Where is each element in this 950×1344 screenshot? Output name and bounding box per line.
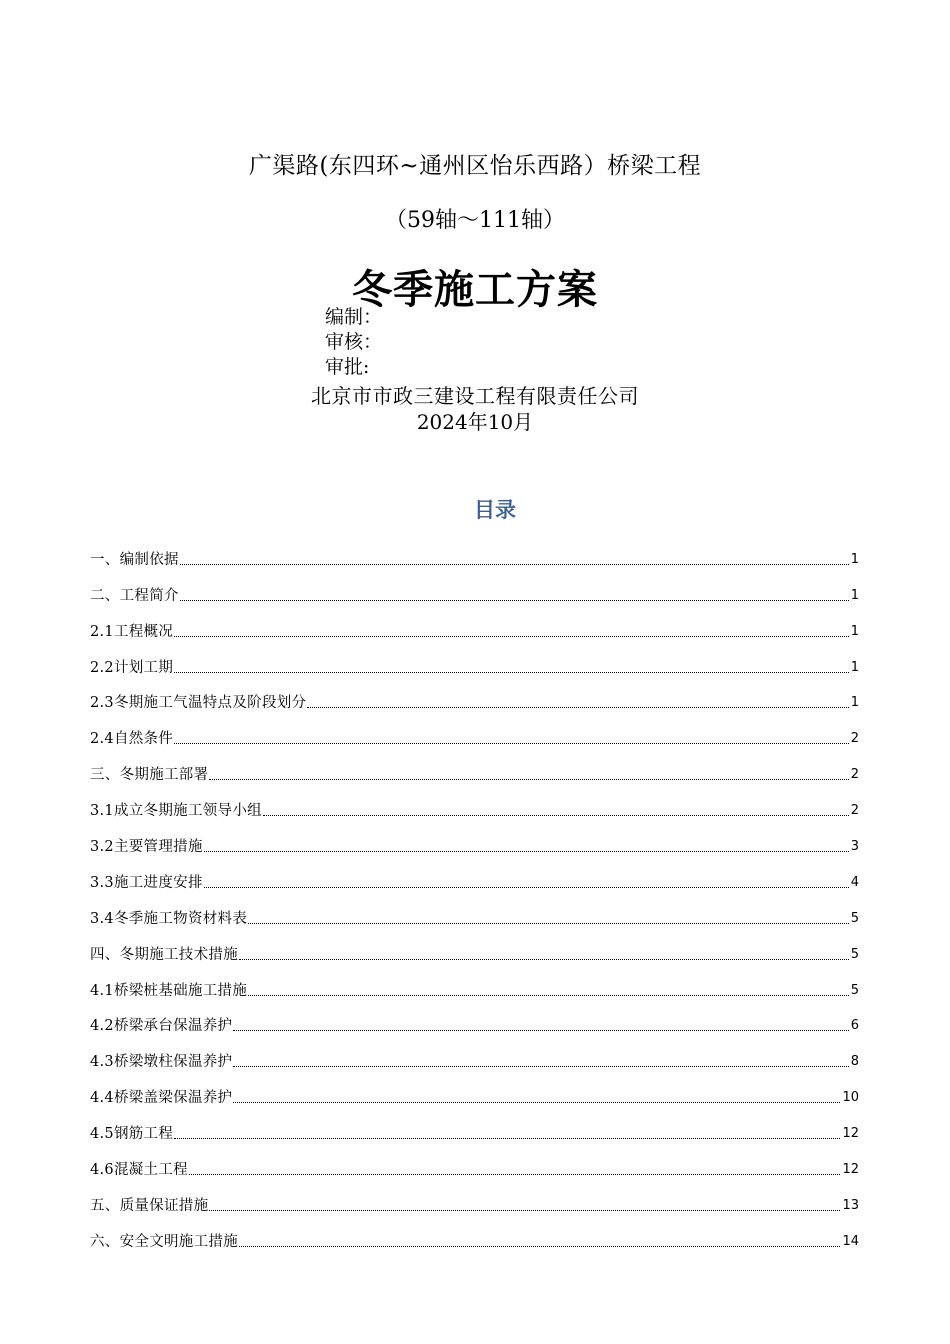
toc-entry-page-number: 1 — [850, 659, 859, 675]
toc-entry[interactable] — [90, 786, 860, 822]
toc-entry-page-number: 1 — [850, 587, 859, 603]
document-title: 冬季施工方案 — [352, 267, 598, 313]
toc-entry-label: 四、冬期施工技术措施 — [90, 946, 238, 963]
toc-entry[interactable] — [90, 714, 860, 750]
toc-entry[interactable] — [90, 1145, 860, 1181]
toc-heading: 目录 — [474, 498, 516, 522]
toc-dot-leader — [180, 563, 849, 565]
table-of-contents — [90, 535, 860, 1253]
toc-entry[interactable] — [90, 571, 860, 607]
toc-entry-page-number: 12 — [842, 1126, 859, 1142]
toc-entry-page-number: 6 — [850, 1018, 859, 1034]
toc-entry[interactable] — [90, 822, 860, 858]
toc-entry-label: 2.4自然条件 — [90, 731, 174, 748]
toc-entry[interactable] — [90, 1002, 860, 1038]
toc-entry-label: 4.1桥梁桩基础施工措施 — [90, 982, 248, 999]
toc-entry-page-number: 1 — [850, 623, 859, 639]
toc-entry-label: 4.3桥梁墩柱保温养护 — [90, 1054, 233, 1071]
toc-dot-leader — [248, 994, 849, 996]
toc-entry[interactable] — [90, 607, 860, 643]
toc-entry-page-number: 4 — [850, 874, 859, 890]
toc-entry[interactable] — [90, 1037, 860, 1073]
toc-entry[interactable] — [90, 1217, 860, 1253]
toc-dot-leader — [233, 1029, 848, 1031]
toc-entry-page-number: 5 — [850, 910, 859, 926]
toc-dot-leader — [248, 922, 849, 924]
toc-entry-label: 二、工程简介 — [90, 587, 179, 604]
toc-entry[interactable] — [90, 930, 860, 966]
toc-entry[interactable] — [90, 1181, 860, 1217]
toc-dot-leader — [263, 814, 849, 816]
toc-entry-page-number: 14 — [842, 1233, 859, 1249]
toc-entry-page-number: 5 — [850, 946, 859, 962]
toc-dot-leader — [209, 778, 848, 780]
toc-entry-page-number: 1 — [850, 551, 859, 567]
toc-entry-page-number: 2 — [850, 767, 859, 783]
signature-block — [325, 305, 382, 380]
toc-entry[interactable] — [90, 679, 860, 715]
toc-dot-leader — [174, 1137, 840, 1139]
toc-entry-page-number: 2 — [850, 803, 859, 819]
toc-entry-page-number: 13 — [842, 1197, 859, 1213]
axis-range: （59轴～111轴） — [385, 208, 565, 233]
toc-dot-leader — [239, 958, 849, 960]
toc-dot-leader — [174, 635, 849, 637]
toc-entry-label: 3.4冬季施工物资材料表 — [90, 910, 248, 927]
toc-dot-leader — [174, 671, 849, 673]
toc-entry[interactable] — [90, 966, 860, 1002]
toc-entry[interactable] — [90, 1109, 860, 1145]
toc-entry[interactable] — [90, 894, 860, 930]
toc-entry[interactable] — [90, 750, 860, 786]
toc-entry-label: 2.3冬期施工气温特点及阶段划分 — [90, 695, 307, 712]
toc-entry-label: 三、冬期施工部署 — [90, 767, 209, 784]
company-name: 北京市市政三建设工程有限责任公司 — [311, 384, 639, 408]
toc-dot-leader — [239, 1245, 840, 1247]
project-title: 广渠路(东四环~通州区怡乐西路）桥梁工程 — [248, 153, 702, 179]
toc-entry-label: 3.1成立冬期施工领导小组 — [90, 803, 262, 820]
toc-entry-label: 4.4桥梁盖梁保温养护 — [90, 1090, 233, 1107]
toc-entry-page-number: 3 — [850, 839, 859, 855]
toc-entry-page-number: 1 — [850, 695, 859, 711]
toc-entry-label: 2.2计划工期 — [90, 659, 174, 676]
toc-entry-label: 2.1工程概况 — [90, 623, 174, 640]
toc-entry-label: 五、质量保证措施 — [90, 1197, 209, 1214]
toc-entry-page-number: 8 — [850, 1054, 859, 1070]
toc-dot-leader — [174, 742, 849, 744]
toc-dot-leader — [204, 850, 849, 852]
toc-entry-label: 4.6混凝土工程 — [90, 1162, 188, 1179]
toc-dot-leader — [307, 706, 848, 708]
toc-entry[interactable] — [90, 1073, 860, 1109]
signature-compiled-by: 编制： — [325, 306, 383, 328]
toc-entry[interactable] — [90, 858, 860, 894]
toc-entry[interactable] — [90, 643, 860, 679]
toc-dot-leader — [180, 599, 849, 601]
toc-dot-leader — [233, 1065, 848, 1067]
toc-entry-page-number: 10 — [842, 1090, 859, 1106]
toc-dot-leader — [189, 1173, 840, 1175]
toc-entry-label: 六、安全文明施工措施 — [90, 1233, 238, 1250]
toc-dot-leader — [209, 1209, 840, 1211]
toc-dot-leader — [204, 886, 849, 888]
toc-entry-page-number: 2 — [850, 731, 859, 747]
toc-entry-label: 3.3施工进度安排 — [90, 874, 203, 891]
toc-dot-leader — [233, 1101, 840, 1103]
toc-entry-label: 一、编制依据 — [90, 551, 179, 568]
signature-approved-by: 审批: — [325, 356, 370, 378]
toc-entry-page-number: 12 — [842, 1162, 859, 1178]
toc-entry-label: 4.2桥梁承台保温养护 — [90, 1018, 233, 1035]
toc-entry-label: 3.2主要管理措施 — [90, 839, 203, 856]
document-date: 2024年10月 — [416, 410, 534, 434]
toc-entry-page-number: 5 — [850, 982, 859, 998]
toc-entry-label: 4.5钢筋工程 — [90, 1126, 174, 1143]
signature-reviewed-by: 审核： — [325, 331, 383, 353]
toc-entry[interactable] — [90, 535, 860, 571]
